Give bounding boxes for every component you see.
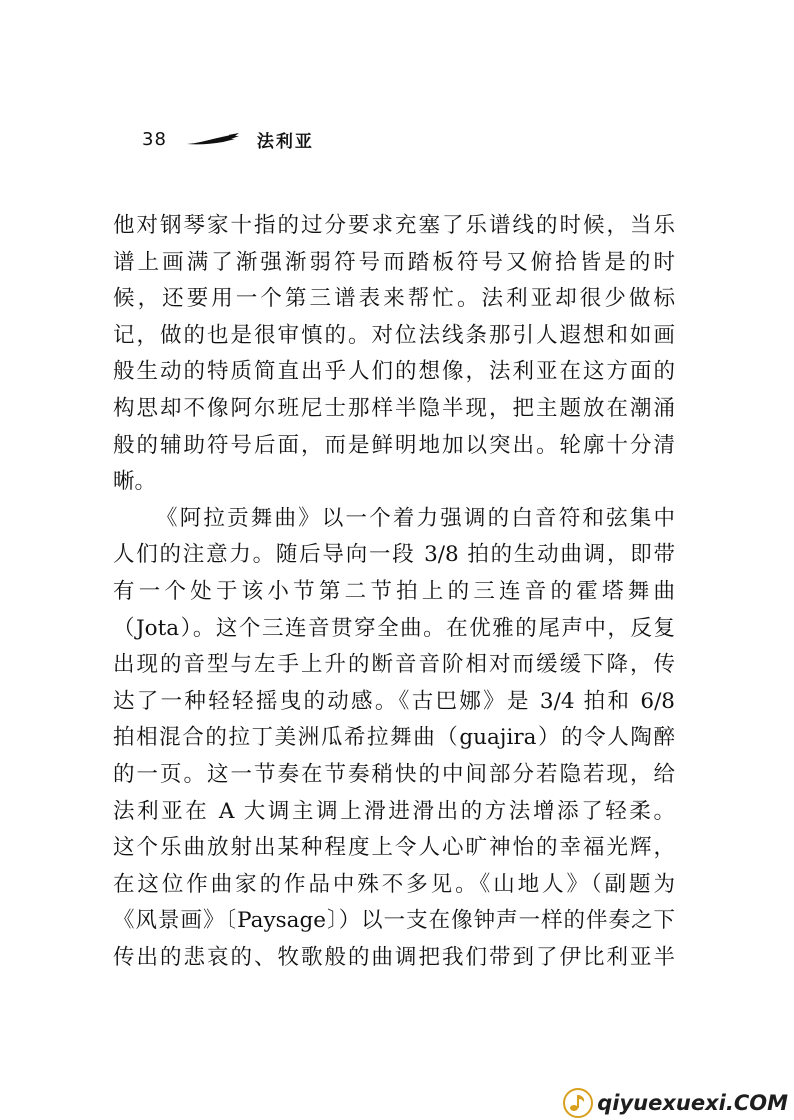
running-title: 法利亚 [256, 131, 314, 152]
text-line: 他对钢琴家十指的过分要求充塞了乐谱线的时候，当乐 [113, 213, 675, 238]
text-line: 这个乐曲放射出某种程度上令人心旷神怡的幸福光辉， [113, 835, 675, 861]
page-number: 38 [142, 128, 167, 150]
text-line: 拍相混合的拉丁美洲瓜希拉舞曲（guajira）的令人陶醉 [113, 725, 675, 751]
text-line: 有一个处于该小节第二节拍上的三连音的霍塔舞曲 [113, 578, 675, 604]
text-line: 般生动的特质简直出乎人们的想像，法利亚在这方面的 [113, 359, 675, 385]
feather-ornament-icon [185, 132, 241, 146]
paragraph [113, 208, 675, 501]
text-line: 构思却不像阿尔班尼士那样半隐半现，把主题放在潮涌 [113, 395, 675, 421]
site-watermark [563, 1088, 788, 1118]
text-line: 记，做的也是很审慎的。对位法线条那引人遐想和如画 [113, 322, 675, 348]
text-line: 的一页。这一节奏在节奏稍快的中间部分若隐若现，给 [113, 761, 675, 787]
text-line: 《风景画》〔Paysage〕）以一支在像钟声一样的伴奏之下 [113, 908, 675, 934]
text-line: 达了一种轻轻摇曳的动感。《古巴娜》是 3/4 拍和 6/8 [113, 688, 675, 714]
text-line: 谱上画满了渐强渐弱符号而踏板符号又俯拾皆是的时 [113, 249, 675, 275]
text-line: 传出的悲哀的、牧歌般的曲调把我们带到了伊比利亚半 [113, 944, 675, 970]
text-line: 出现的音型与左手上升的断音音阶相对而缓缓下降，传 [113, 652, 675, 678]
body-text [113, 208, 675, 976]
running-header [142, 124, 314, 154]
text-line: 法利亚在 A 大调主调上滑进滑出的方法增添了轻柔。 [113, 798, 675, 824]
watermark-text: qiyuexuexi.COM [597, 1091, 788, 1115]
text-line: （Jota）。这个三连音贯穿全曲。在优雅的尾声中，反复 [113, 615, 675, 641]
paragraph [113, 501, 675, 977]
text-line: 人们的注意力。随后导向一段 3/8 拍的生动曲调，即带 [113, 542, 675, 568]
music-note-icon [563, 1088, 593, 1118]
text-line: 在这位作曲家的作品中殊不多见。《山地人》（副题为 [113, 871, 675, 897]
text-line: 晰。 [113, 469, 157, 495]
text-line: 候，还要用一个第三谱表来帮忙。法利亚却很少做标 [113, 286, 675, 312]
text-line: 《阿拉贡舞曲》以一个着力强调的白音符和弦集中 [156, 505, 675, 531]
text-line: 般的辅助符号后面，而是鲜明地加以突出。轮廓十分清 [113, 432, 675, 458]
